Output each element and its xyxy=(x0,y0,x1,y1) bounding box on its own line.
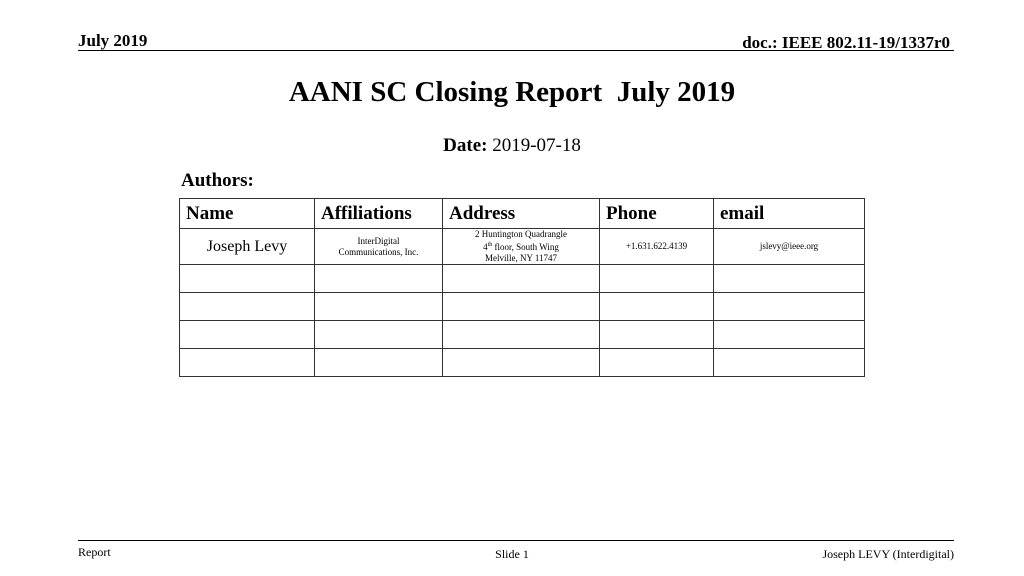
address-line: 2 Huntington Quadrangle xyxy=(475,229,567,239)
col-header-name: Name xyxy=(180,199,315,229)
date-line xyxy=(0,135,1024,157)
slide-title: AANI SC Closing Report July 2019 xyxy=(288,76,736,108)
col-header-email: email xyxy=(714,199,865,229)
authors-table xyxy=(179,198,865,377)
empty-cell xyxy=(180,349,315,377)
footer-left: Report xyxy=(78,545,111,559)
header-divider xyxy=(78,50,954,51)
col-header-affiliations: Affiliations xyxy=(315,199,443,229)
empty-cell xyxy=(600,265,714,293)
empty-cell xyxy=(315,293,443,321)
table-row xyxy=(180,229,865,265)
empty-cell xyxy=(315,349,443,377)
table-row xyxy=(180,265,865,293)
author-address xyxy=(443,229,600,265)
affiliation-line: InterDigital xyxy=(357,235,400,246)
empty-cell xyxy=(180,293,315,321)
header-doc-id: doc.: IEEE 802.11-19/1337r0 xyxy=(742,33,950,52)
address-floor-rest: floor, South Wing xyxy=(492,242,559,252)
empty-cell xyxy=(180,265,315,293)
authors-heading: Authors: xyxy=(181,170,254,191)
col-header-phone: Phone xyxy=(600,199,714,229)
author-phone: +1.631.622.4139 xyxy=(600,229,714,265)
author-affiliation xyxy=(315,229,443,265)
address-line: Melville, NY 11747 xyxy=(484,253,558,263)
empty-cell xyxy=(443,265,600,293)
empty-cell xyxy=(714,293,865,321)
empty-cell xyxy=(714,265,865,293)
empty-cell xyxy=(443,293,600,321)
empty-cell xyxy=(600,321,714,349)
table-header-row xyxy=(180,199,865,229)
affiliation-line: Communications, Inc. xyxy=(338,246,419,257)
footer-author: Joseph LEVY (Interdigital) xyxy=(822,547,954,561)
empty-cell xyxy=(315,321,443,349)
empty-cell xyxy=(714,349,865,377)
empty-cell xyxy=(315,265,443,293)
empty-cell xyxy=(600,349,714,377)
empty-cell xyxy=(600,293,714,321)
author-email: jslevy@ieee.org xyxy=(714,229,865,265)
footer-divider xyxy=(78,540,954,541)
date-value: 2019-07-18 xyxy=(492,135,581,156)
empty-cell xyxy=(714,321,865,349)
col-header-address: Address xyxy=(443,199,600,229)
address-floor-num: 4 xyxy=(483,242,488,252)
empty-cell xyxy=(443,321,600,349)
date-label: Date: xyxy=(443,135,488,156)
table-row xyxy=(180,293,865,321)
author-name: Joseph Levy xyxy=(180,229,315,265)
empty-cell xyxy=(180,321,315,349)
address-line xyxy=(443,240,599,253)
table-row xyxy=(180,349,865,377)
slide-number: Slide 1 xyxy=(495,547,529,561)
header-date: July 2019 xyxy=(78,31,148,50)
table-row xyxy=(180,321,865,349)
empty-cell xyxy=(443,349,600,377)
address-floor-sup: th xyxy=(487,242,493,248)
